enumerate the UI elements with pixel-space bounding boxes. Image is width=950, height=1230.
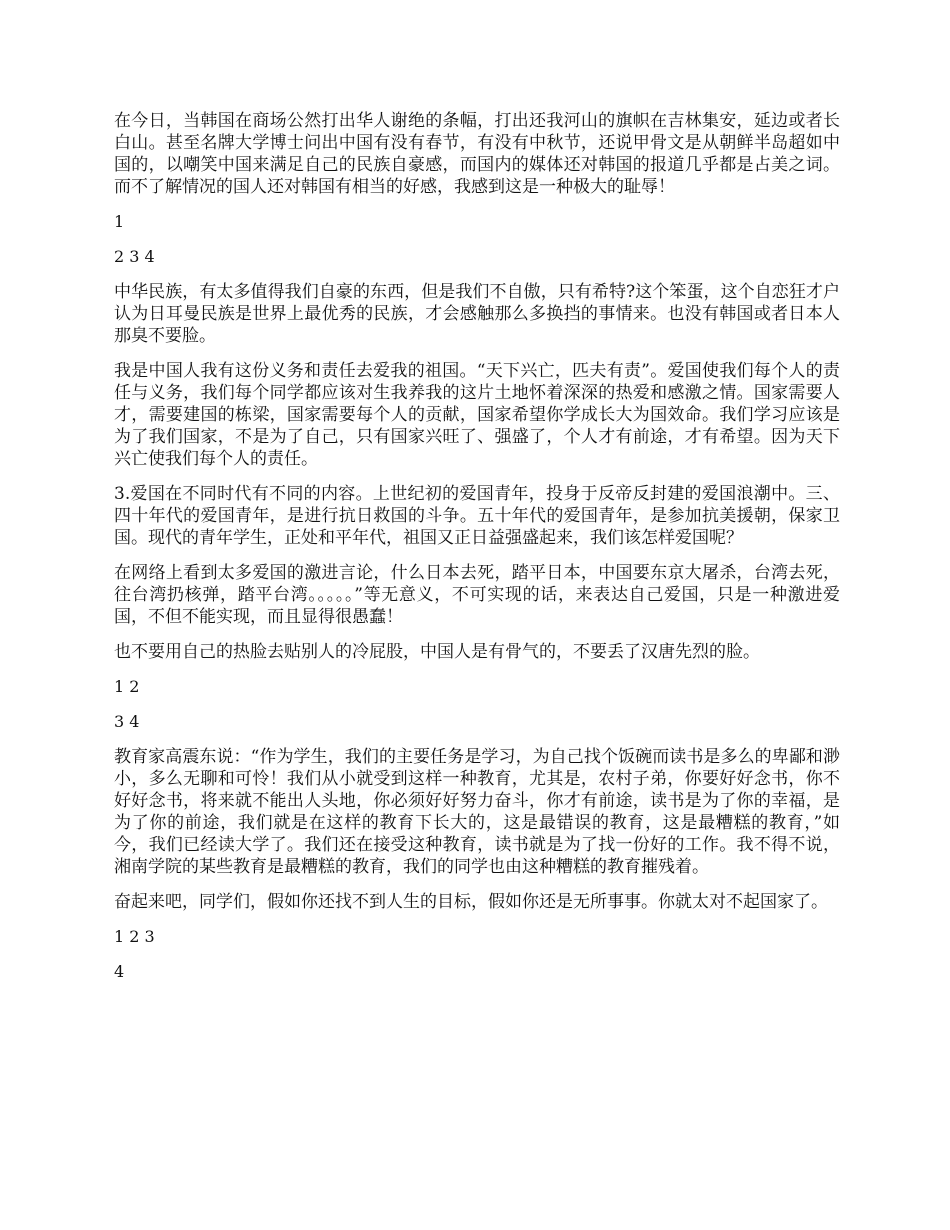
page-number-line: 1 [114,212,125,231]
page-number-line: 4 [114,962,125,981]
paragraph-chinese-nation: 中华民族，有太多值得我们自豪的东西，但是我们不自傲，只有希特?这个笨蛋，这个自恋狂才户认为日耳曼民族是世界上最优秀的民族，才会感触那么多换挡的事情来。也没有韩国或者日本人那臭不要脸。 [114,282,840,346]
document-body [114,110,840,996]
paragraph-patriotism-eras: 3.爱国在不同时代有不同的内容。上世纪初的爱国青年，投身于反帝反封建的爱国浪潮中。三、四十年代的爱国青年，是进行抗日救国的斗争。五十年代的爱国青年，是参加抗美援朝，保家卫国。现代的青年学生，正处和平年代，祖国又正日益强盛起来，我们该怎样爱国呢？ [114,484,840,548]
page-number-line: 1 2 [114,677,140,696]
page-number-line: 1 2 3 [114,927,155,946]
paragraph-education-quote: 教育家高震东说：“作为学生，我们的主要任务是学习，为自己找个饭碗而读书是多么的卑鄙和渺小，多么无聊和可怜！我们从小就受到这样一种教育，尤其是，农村子弟，你要好好念书，你不好好念书，将来就不能出人头地，你必须好好努力奋斗，你才有前途，读书是为了你的幸福，是为了你的前途，我们就是在这样的教育下长大的，这是最错误的教育，这是最糟糕的教育，”如今，我们已经读大学了。我们还在接受这种教育，读书就是为了找一份好的工作。我不得不说，湘南学院的某些教育是最糟糕的教育，我们的同学也由这种糟糕的教育摧残着。 [114,747,840,877]
paragraph-call-to-action: 奋起来吧，同学们，假如你还找不到人生的目标，假如你还是无所事事。你就太对不起国家了。 [114,892,828,912]
paragraph-korea-insult: 在今日，当韩国在商场公然打出华人谢绝的条幅，打出还我河山的旗帜在吉林集安，延边或者长白山。甚至名牌大学博士问出中国有没有春节，有没有中秋节，还说甲骨文是从朝鲜半岛超如中国的，以嘲笑中国来满足自己的民族自豪感，而国内的媒体还对韩国的报道几乎都是占美之词。而不了解情况的国人还对韩国有相当的好感，我感到这是一种极大的耻辱！ [114,111,840,197]
page-number-line: 3 4 [114,712,140,731]
page-number-line: 2 3 4 [114,247,155,266]
paragraph-duty-to-country: 我是中国人我有这份义务和责任去爱我的祖国。“天下兴亡，匹夫有责”。爱国使我们每个人的责任与义务，我们每个同学都应该对生我养我的这片土地怀着深深的热爱和感激之情。国家需要人才，需要建国的栋梁，国家需要每个人的贡献，国家希望你学成长大为国效命。我们学习应该是为了我们国家，不是为了自己，只有国家兴旺了、强盛了，个人才有前途，才有希望。因为天下兴亡使我们每个人的责任。 [114,361,840,469]
paragraph-dignity: 也不要用自己的热脸去贴别人的冷屁股，中国人是有骨气的，不要丢了汉唐先烈的脸。 [114,642,760,662]
paragraph-radical-speech: 在网络上看到太多爱国的激进言论，什么日本去死，踏平日本，中国要东京大屠杀，台湾去死，往台湾扔核弹，踏平台湾。。。。。”等无意义，不可实现的话，来表达自己爱国，只是一种激进爱国，不但不能实现，而且显得很愚蠢！ [114,563,840,627]
